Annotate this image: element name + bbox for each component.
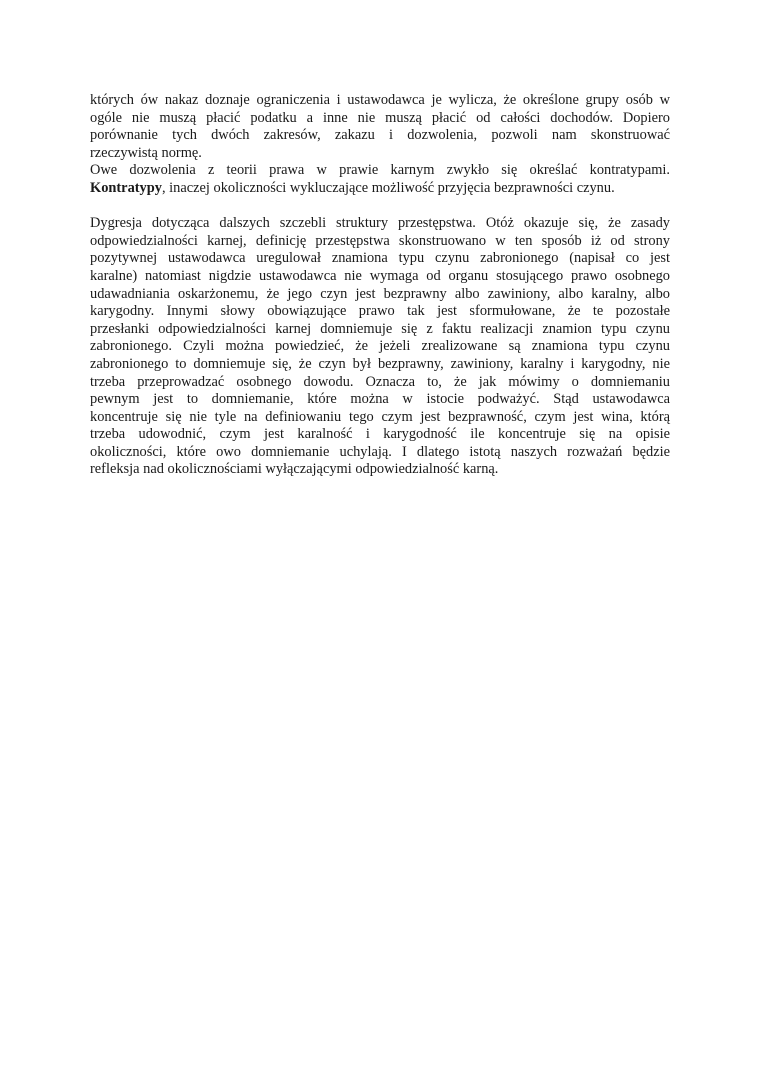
text-line: trzeba przeprowadzać osobnego dowodu. Oznacza to, że jak mówimy o domniemaniu <box>90 373 670 390</box>
text-line: Owe dozwolenia z teorii prawa w prawie karnym zwykło się określać kontratypami. <box>90 162 670 179</box>
text-line: karalne) natomiast nigdzie ustawodawca nie wymaga od organu stosującego prawo osobnego <box>90 267 670 284</box>
paragraph-gap <box>90 198 670 216</box>
text-line: rzeczywistą normę. <box>90 144 202 161</box>
text-line: pewnym jest to domniemanie, które można w istocie podważyć. Stąd ustawodawca <box>90 391 670 408</box>
document-body <box>90 92 670 479</box>
text-line: których ów nakaz doznaje ograniczenia i ustawodawca je wylicza, że określone grupy osób w <box>90 92 670 108</box>
text-line: okoliczności, które owo domniemanie uchylają. I dlatego istotą naszych rozważań będzie <box>90 443 670 460</box>
paragraph-3 <box>90 180 670 198</box>
text-line <box>90 180 670 198</box>
text-line: porównanie tych dwóch zakresów, zakazu i dozwolenia, pozwoli nam skonstruować <box>90 127 670 144</box>
text-line: koncentruje się nie tyle na definiowaniu tego czym jest bezprawność, czym jest wina, którą <box>90 408 670 425</box>
text-line: przesłanki odpowiedzialności karnej domniemuje się z faktu realizacji znamion typu czynu <box>90 320 670 337</box>
text-line: trzeba udowodnić, czym jest karalność i karygodność ile koncentruje się na opisie <box>90 426 670 443</box>
text-line: udawadniania oskarżonemu, że jego czyn jest bezprawny albo zawiniony, albo karalny, albo <box>90 285 670 302</box>
text-line: zabronionego. Czyli można powiedzieć, że jeżeli zrealizowane są znamiona typu czynu <box>90 338 670 355</box>
text-line: karygodny. Innymi słowy obowiązujące prawo tak jest sformułowane, że te pozostałe <box>90 303 670 320</box>
paragraph-4 <box>90 215 670 479</box>
paragraph-2 <box>90 162 670 180</box>
text-line: odpowiedzialności karnej, definicję przestępstwa skonstruowano w ten sposób iż od strony <box>90 232 670 249</box>
text-line: zabronionego to domniemuje się, że czyn był bezprawny, zawiniony, karalny i karygodny, nie <box>90 355 670 372</box>
text-line: refleksja nad okolicznościami wyłączającymi odpowiedzialność karną. <box>90 461 499 478</box>
bold-term: Kontratypy <box>90 179 162 196</box>
paragraph-1 <box>90 92 670 162</box>
term-definition: , inaczej okoliczności wykluczające możliwość przyjęcia bezprawności czynu. <box>161 179 615 196</box>
text-line: pozytywnej ustawodawca uregulował znamiona typu czynu zabronionego (napisał co jest <box>90 250 670 267</box>
text-line: ogóle nie muszą płacić podatku a inne nie muszą płacić od całości dochodów. Dopiero <box>90 109 670 126</box>
text-line: Dygresja dotycząca dalszych szczebli struktury przestępstwa. Otóż okazuje się, że zasady <box>90 215 670 232</box>
